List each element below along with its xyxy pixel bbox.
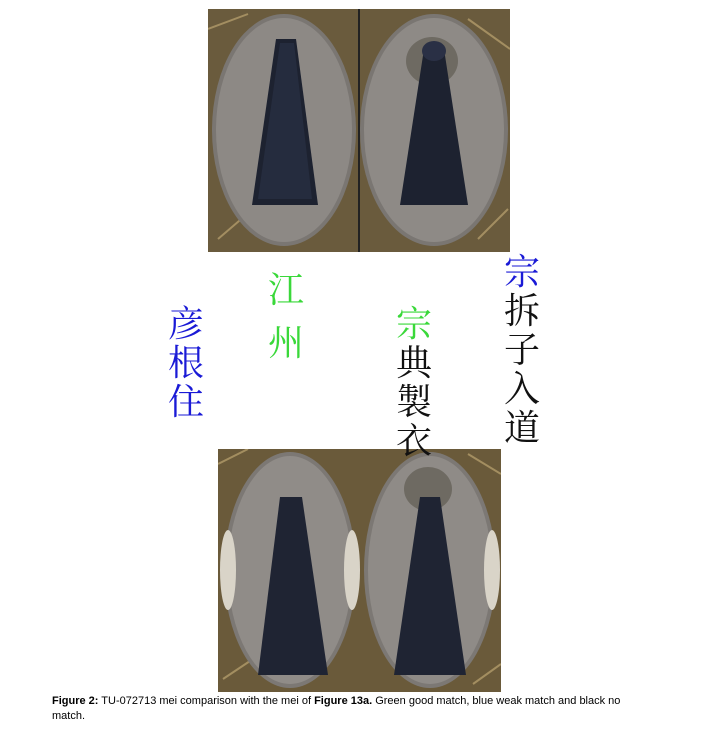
mei-char: 江 xyxy=(268,270,305,311)
mei-char: 子 xyxy=(504,329,541,371)
mei-column-omi xyxy=(268,272,304,364)
figure-reference: Figure 13a. xyxy=(314,695,373,707)
figure-caption xyxy=(52,694,652,724)
mei-char: 住 xyxy=(168,381,205,423)
mei-char: 彦 xyxy=(168,304,205,345)
mei-char: 根 xyxy=(168,342,205,384)
mei-column-hikone-ju xyxy=(168,306,204,423)
mei-char: 宗 xyxy=(396,304,433,345)
mei-char: 拆 xyxy=(504,290,541,332)
mei-char: 製 xyxy=(396,381,433,423)
mei-column-nyudo xyxy=(504,254,540,448)
mei-char: 衣 xyxy=(396,420,433,462)
bottom-tsuba-photo xyxy=(218,449,501,692)
figure-label: Figure 2: xyxy=(52,695,99,707)
mei-char: 道 xyxy=(504,407,541,449)
caption-text-2: Green good match, blue weak match and black no match. xyxy=(52,695,621,722)
mei-char: 州 xyxy=(268,322,305,364)
mei-column-munenori-sei xyxy=(396,306,432,462)
caption-text-1: TU-072713 mei comparison with the mei of xyxy=(98,695,315,707)
mei-char: 宗 xyxy=(504,252,541,293)
mei-char: 典 xyxy=(396,342,433,384)
mei-char: 入 xyxy=(504,368,541,410)
top-tsuba-photo xyxy=(208,9,510,252)
